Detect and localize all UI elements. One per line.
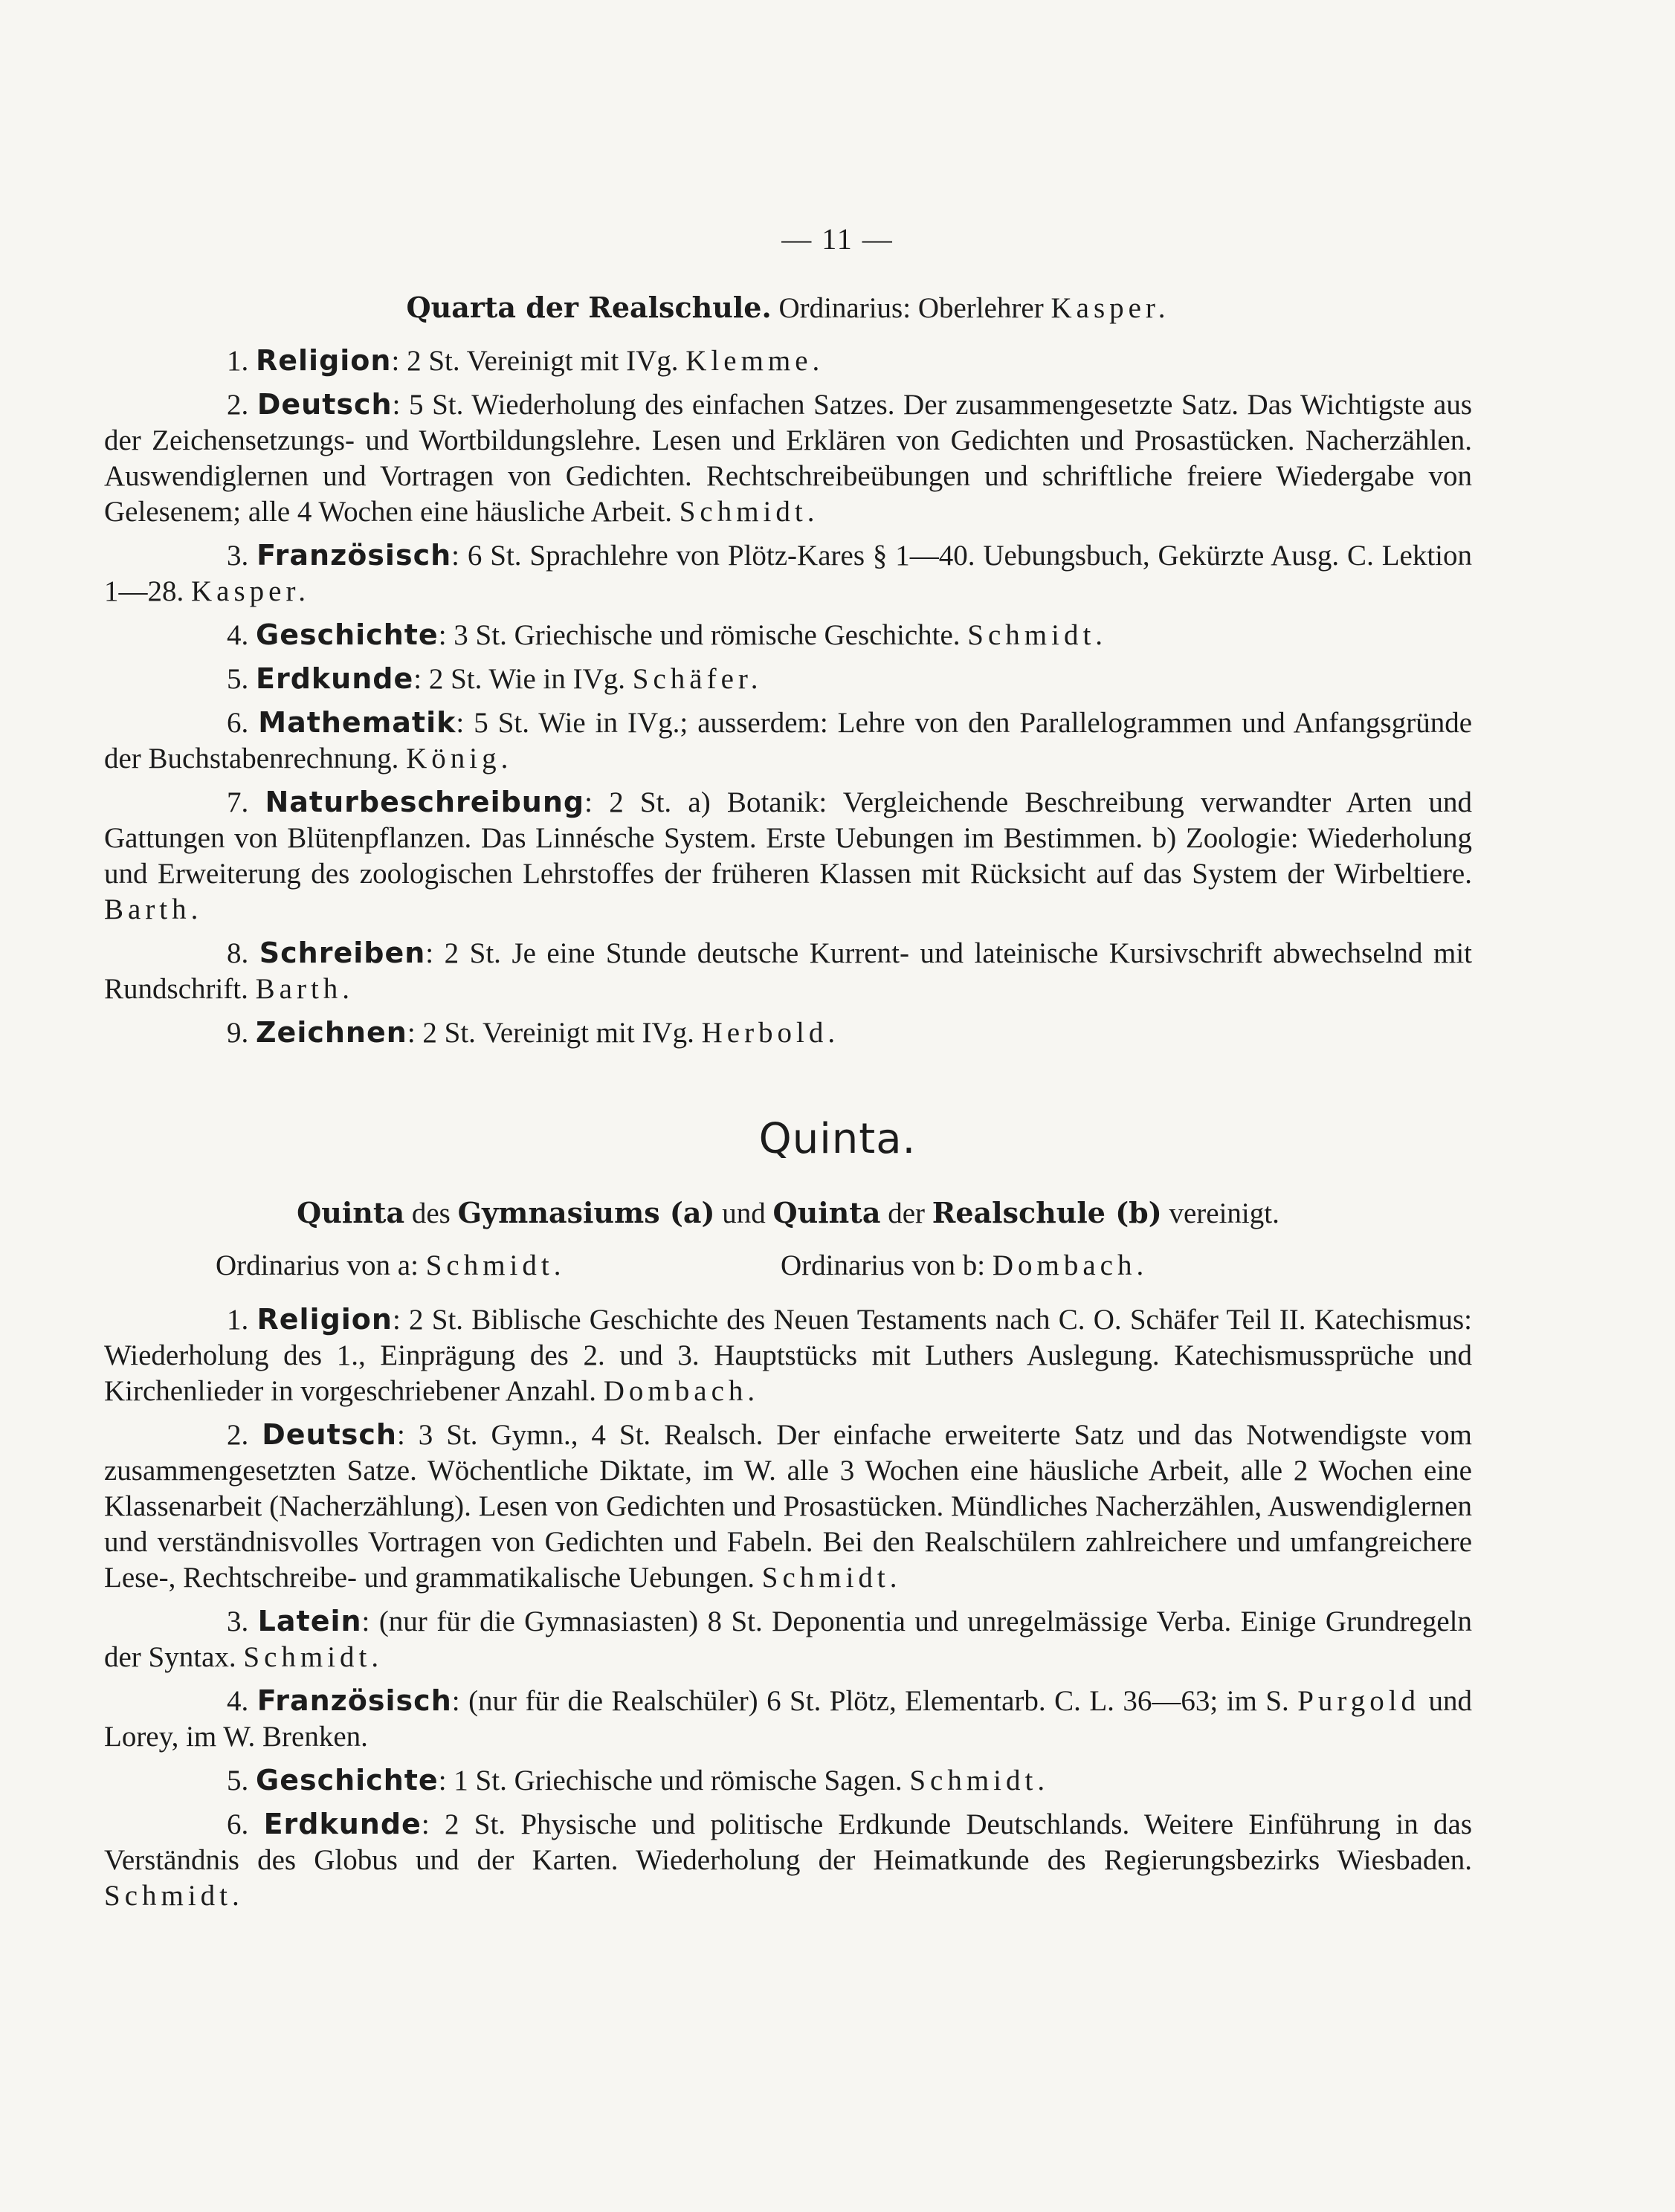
curriculum-item — [104, 935, 1472, 1007]
item-text: 2 St. Vereinigt mit IVg. — [422, 1017, 694, 1049]
item-text: 1 St. Griechische und römische Sagen. — [454, 1765, 903, 1797]
item-number: 1. — [227, 1304, 249, 1336]
quinta-subtitle-w5: Quinta — [772, 1196, 881, 1229]
item-teacher: Barth. — [255, 973, 355, 1005]
item-teacher: Schmidt. — [243, 1641, 384, 1673]
item-subject: Französisch — [256, 1684, 452, 1717]
quinta-subtitle-w3: Gymnasiums (a) — [457, 1196, 715, 1229]
curriculum-item — [104, 1015, 1472, 1051]
item-text: 5 St. Wie in IVg.; ausserdem: Lehre von den Parallelogrammen und Anfangsgründe der Buchstabenrechnung. — [104, 707, 1473, 774]
item-separator: : — [584, 786, 593, 818]
item-subject: Naturbeschreibung — [265, 786, 585, 818]
item-separator: : — [407, 1017, 416, 1049]
ordinarius-b-label: Ordinarius von b: — [780, 1249, 986, 1281]
curriculum-item — [104, 537, 1472, 609]
item-subject: Französisch — [256, 539, 452, 572]
item-subject: Religion — [256, 344, 392, 377]
item-teacher: König. — [406, 743, 513, 774]
quinta-subtitle-w1: Quinta — [297, 1196, 405, 1229]
item-subject: Mathematik — [258, 706, 456, 739]
item-teacher: Schmidt. — [967, 619, 1108, 651]
item-separator: : — [413, 663, 422, 695]
item-number: 5. — [227, 1765, 249, 1797]
quinta-subtitle — [104, 1195, 1472, 1232]
item-separator: : — [438, 619, 447, 651]
quarta-header-ordinarius: Ordinarius: Oberlehrer — [778, 292, 1044, 324]
quinta-title: Quinta. — [758, 1115, 917, 1163]
item-number: 8. — [227, 937, 249, 969]
item-subject: Erdkunde — [263, 1808, 422, 1840]
item-subject: Zeichnen — [256, 1016, 407, 1049]
item-subject: Schreiben — [259, 937, 426, 969]
item-separator: : — [425, 937, 434, 969]
quarta-item-list — [104, 343, 1472, 1051]
quinta-subtitle-w4: und — [722, 1197, 766, 1229]
item-subject: Latein — [257, 1605, 362, 1637]
quinta-section — [104, 1195, 1472, 1921]
curriculum-item — [104, 617, 1472, 653]
item-separator: : — [421, 1808, 430, 1840]
curriculum-item — [104, 1603, 1472, 1675]
item-number: 3. — [227, 1605, 249, 1637]
item-text: 6 St. Sprachlehre von Plötz-Kares § 1—40. Uebungsbuch, Gekürzte Ausg. C. Lektion 1—28. — [104, 540, 1472, 607]
quinta-item-list — [104, 1301, 1472, 1914]
item-teacher: Schmidt. — [679, 496, 819, 528]
item-text: 2 St. Wie in IVg. — [428, 663, 626, 695]
item-teacher: Dombach. — [603, 1375, 760, 1407]
curriculum-item — [104, 661, 1472, 697]
item-number: 9. — [227, 1017, 249, 1049]
item-number: 1. — [227, 345, 249, 377]
item-teacher: Klemme. — [685, 345, 824, 377]
curriculum-item — [104, 784, 1472, 928]
item-text: (nur für die Realschüler) 6 St. Plötz, Elementarb. C. L. 36—63; im S. — [468, 1685, 1289, 1717]
quarta-header — [104, 290, 1472, 326]
item-separator: : — [456, 707, 465, 739]
item-text: 2 St. Biblische Geschichte des Neuen Testaments nach C. O. Schäfer Teil II. Katechismus: Wiederholung des 1., Einprägung des 2. und 3. Hauptstücks mit Luthers Auslegung. Katechismussprüche und Kirchenlieder in vorgeschriebener Anzahl. — [104, 1304, 1473, 1407]
item-subject: Deutsch — [262, 1418, 397, 1451]
item-text: 2 St. Physische und politische Erdkunde Deutschlands. Weitere Einführung in das Verständnis des Globus und der Karten. Wiederholung der Heimatkunde des Regierungsbezirks Wiesbaden. — [104, 1808, 1472, 1876]
curriculum-item — [104, 387, 1472, 530]
curriculum-item — [104, 705, 1472, 777]
item-separator: : — [451, 1685, 460, 1717]
item-text: 2 St. a) Botanik: Vergleichende Beschreibung verwandter Arten und Gattungen von Blütenpflanzen. Das Linnésche System. Erste Uebungen im Bestimmen. b) Zoologie: Wiederholung und Erweiterung des zoologischen Lehrstoffes der früheren Klassen mit Rücksicht auf das System der Wirbeltiere. — [104, 786, 1473, 890]
item-separator: : — [361, 1605, 370, 1637]
page-number: — 11 — — [781, 222, 894, 256]
quarta-header-name: Kasper. — [1050, 292, 1170, 324]
curriculum-item — [104, 1301, 1472, 1409]
item-number: 2. — [227, 389, 249, 421]
item-text: (nur für die Gymnasiasten) 8 St. Deponentia und unregelmässige Verba. Einige Grundregeln der Syntax. — [104, 1605, 1472, 1673]
item-separator: : — [451, 540, 459, 572]
quarta-section — [104, 290, 1472, 1058]
curriculum-item — [104, 1683, 1472, 1755]
item-number: 7. — [227, 786, 249, 818]
item-teacher: Barth. — [104, 893, 203, 925]
item-teacher: Schäfer. — [632, 663, 763, 695]
item-number: 6. — [227, 707, 249, 739]
item-subject: Erdkunde — [256, 662, 414, 695]
item-number: 2. — [227, 1419, 249, 1451]
item-number: 4. — [227, 619, 249, 651]
item-teacher: Schmidt. — [104, 1880, 244, 1912]
curriculum-item — [104, 1806, 1472, 1914]
item-subject: Geschichte — [256, 618, 439, 651]
item-separator: : — [391, 345, 400, 377]
item-teacher: Kasper. — [191, 575, 311, 607]
item-tail: und Lorey, im W. Brenken. — [104, 1685, 1473, 1753]
item-separator: : — [392, 389, 401, 421]
item-separator: : — [438, 1765, 447, 1797]
item-teacher: Schmidt. — [761, 1562, 902, 1594]
quinta-subtitle-w7: Realschule (b) — [932, 1196, 1162, 1229]
item-teacher: Purgold — [1297, 1685, 1421, 1717]
item-subject: Geschichte — [256, 1764, 439, 1797]
item-teacher: Schmidt. — [909, 1765, 1050, 1797]
curriculum-item — [104, 1417, 1472, 1596]
item-number: 6. — [227, 1808, 249, 1840]
quinta-subtitle-w8: vereinigt. — [1169, 1197, 1279, 1229]
item-text: 5 St. Wiederholung des einfachen Satzes. Der zusammengesetzte Satz. Das Wichtigste aus der Zeichensetzungs- und Wortbildungslehre. Lesen und Erklären von Gedichten und Prosastücken. Nacherzählen. Auswendiglernen und Vortragen von Gedichten. Rechtschreibeübungen und schriftliche freiere Wiedergabe von Gelesenem; alle 4 Wochen eine häusliche Arbeit. — [104, 389, 1473, 528]
quinta-subtitle-w2: des — [411, 1197, 451, 1229]
item-separator: : — [396, 1419, 405, 1451]
quarta-header-title: Quarta der Realschule. — [406, 291, 772, 324]
curriculum-item — [104, 1762, 1472, 1799]
ordinarius-b-name: Dombach. — [992, 1249, 1149, 1281]
ordinarius-a-label: Ordinarius von a: — [216, 1249, 419, 1281]
item-text: 3 St. Gymn., 4 St. Realsch. Der einfache erweiterte Satz und das Notwendigste vom zusammengesetzten Satze. Wöchentliche Diktate, im W. alle 3 Wochen eine häusliche Arbeit, alle 2 Wochen eine Klassenarbeit (Nacherzählung). Lesen von Gedichten und Prosastücken. Mündliches Nacherzählen, Auswendiglernen und verständnisvolles Vortragen von Gedichten und Fabeln. Bei den Realschülern zahlreichere und umfangreichere Lese-, Rechtschreibe- und grammatikalische Uebungen. — [104, 1419, 1473, 1594]
item-separator: : — [392, 1304, 401, 1336]
curriculum-item — [104, 343, 1472, 379]
item-text: 3 St. Griechische und römische Geschichte. — [454, 619, 961, 651]
item-number: 5. — [227, 663, 249, 695]
item-subject: Deutsch — [256, 388, 393, 421]
item-number: 3. — [227, 540, 249, 572]
quinta-ordinarius-line — [104, 1248, 1472, 1284]
item-text: 2 St. Je eine Stunde deutsche Kurrent- und lateinische Kursivschrift abwechselnd mit Rundschrift. — [104, 937, 1473, 1005]
item-subject: Religion — [256, 1303, 393, 1336]
item-number: 4. — [227, 1685, 249, 1717]
quinta-subtitle-w6: der — [888, 1197, 925, 1229]
item-teacher: Herbold. — [701, 1017, 840, 1049]
item-text: 2 St. Vereinigt mit IVg. — [407, 345, 679, 377]
ordinarius-a-name: Schmidt. — [425, 1249, 566, 1281]
